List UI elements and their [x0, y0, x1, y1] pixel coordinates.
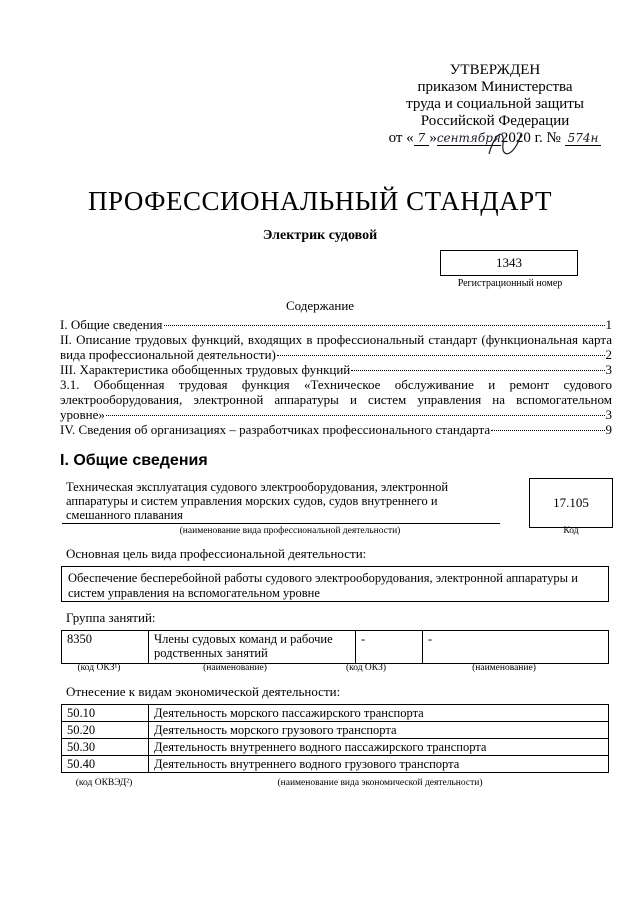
toc-item-cont[interactable]: уровне» 3: [60, 407, 612, 422]
date-quote: »: [429, 130, 437, 146]
table-row: [62, 756, 609, 773]
group-captions: [61, 661, 609, 675]
approval-line-4: Российской Федерации: [420, 113, 570, 129]
okved-code: 50.30: [62, 739, 149, 756]
okved-name: Деятельность внутреннего водного пассажирского транспорта: [149, 739, 609, 756]
profession-name: Электрик судовой: [262, 228, 378, 243]
date-month: сентября: [436, 131, 501, 145]
divider: [62, 523, 500, 524]
okz-code: 8350: [62, 631, 149, 664]
okved-code: 50.40: [62, 756, 149, 773]
table-row: [62, 631, 609, 664]
okved-code: 50.20: [62, 722, 149, 739]
caption: (наименование): [472, 663, 536, 673]
occupation-group-table: [61, 630, 609, 664]
approval-line-2: приказом Министерства: [417, 79, 573, 95]
approval-line-3: труда и социальной защиты: [406, 96, 584, 112]
okved-name: Деятельность морского пассажирского транспорта: [149, 705, 609, 722]
toc-item[interactable]: II. Описание трудовых функций, входящих в профессиональный стандарт (функциональная карта: [60, 332, 612, 347]
registration-caption: Регистрационный номер: [457, 278, 563, 289]
caption: (код ОКЗ): [345, 663, 387, 673]
okz-code-2: -: [356, 631, 423, 664]
activity-kind-name: Техническая эксплуатация судового электрооборудования, электронной аппаратуры и систем управления морских судов, судов внутреннего и смешанного плавания: [66, 480, 449, 522]
goal-label: Основная цель вида профессиональной деятельности:: [66, 546, 367, 561]
okved-name: Деятельность внутреннего водного грузового транспорта: [149, 756, 609, 773]
table-row: [62, 705, 609, 722]
date-day: 7: [414, 131, 430, 146]
signature-icon: [485, 126, 525, 160]
order-number: 574н: [565, 131, 602, 146]
okved-code: 50.10: [62, 705, 149, 722]
contents-heading: Содержание: [285, 298, 355, 313]
caption: (наименование): [203, 663, 267, 673]
toc-item[interactable]: 3.1. Обобщенная трудовая функция «Техническое обслуживание и ремонт судового: [60, 377, 612, 392]
date-prefix: от «: [388, 130, 414, 146]
date-year: 2020 г. №: [500, 130, 561, 146]
document-title: ПРОФЕССИОНАЛЬНЫЙ СТАНДАРТ: [87, 186, 553, 216]
approval-title: УТВЕРЖДЕН: [449, 62, 541, 78]
table-row: [62, 739, 609, 756]
okz-name-2: -: [423, 631, 609, 664]
activity-code-caption: Код: [563, 526, 579, 536]
activity-label: Отнесение к видам экономической деятельности:: [66, 684, 341, 699]
toc-item[interactable]: I. Общие сведения 1: [60, 317, 612, 332]
toc-item-cont[interactable]: вида профессиональной деятельности) 2: [60, 347, 612, 362]
table-row: [62, 722, 609, 739]
section-heading: I. Общие сведения: [60, 452, 208, 469]
caption: (наименование вида экономической деятельности): [277, 778, 483, 788]
toc-item-cont[interactable]: электрооборудования, электронной аппаратуры и систем управления на вспомогательном: [60, 392, 612, 407]
caption: (код ОКЗ¹): [77, 663, 121, 673]
economic-activity-table: [61, 704, 609, 773]
goal-box: Обеспечение бесперебойной работы судового электрооборудования, электронной аппаратуры и систем управления на вспомогательном уровне: [61, 566, 609, 602]
activity-kind-caption: (наименование вида профессиональной деятельности): [179, 526, 401, 536]
group-label: Группа занятий:: [66, 610, 156, 625]
activity-code-box: 17.105: [529, 478, 613, 528]
toc-item[interactable]: III. Характеристика обобщенных трудовых функций 3: [60, 362, 612, 377]
registration-number-box: 1343: [440, 250, 578, 276]
okved-name: Деятельность морского грузового транспорта: [149, 722, 609, 739]
okz-name: Члены судовых команд и рабочие родственных занятий: [149, 631, 356, 664]
toc-item[interactable]: IV. Сведения об организациях – разработчиках профессионального стандарта 9: [60, 422, 612, 437]
caption: (код ОКВЭД²): [75, 778, 133, 788]
